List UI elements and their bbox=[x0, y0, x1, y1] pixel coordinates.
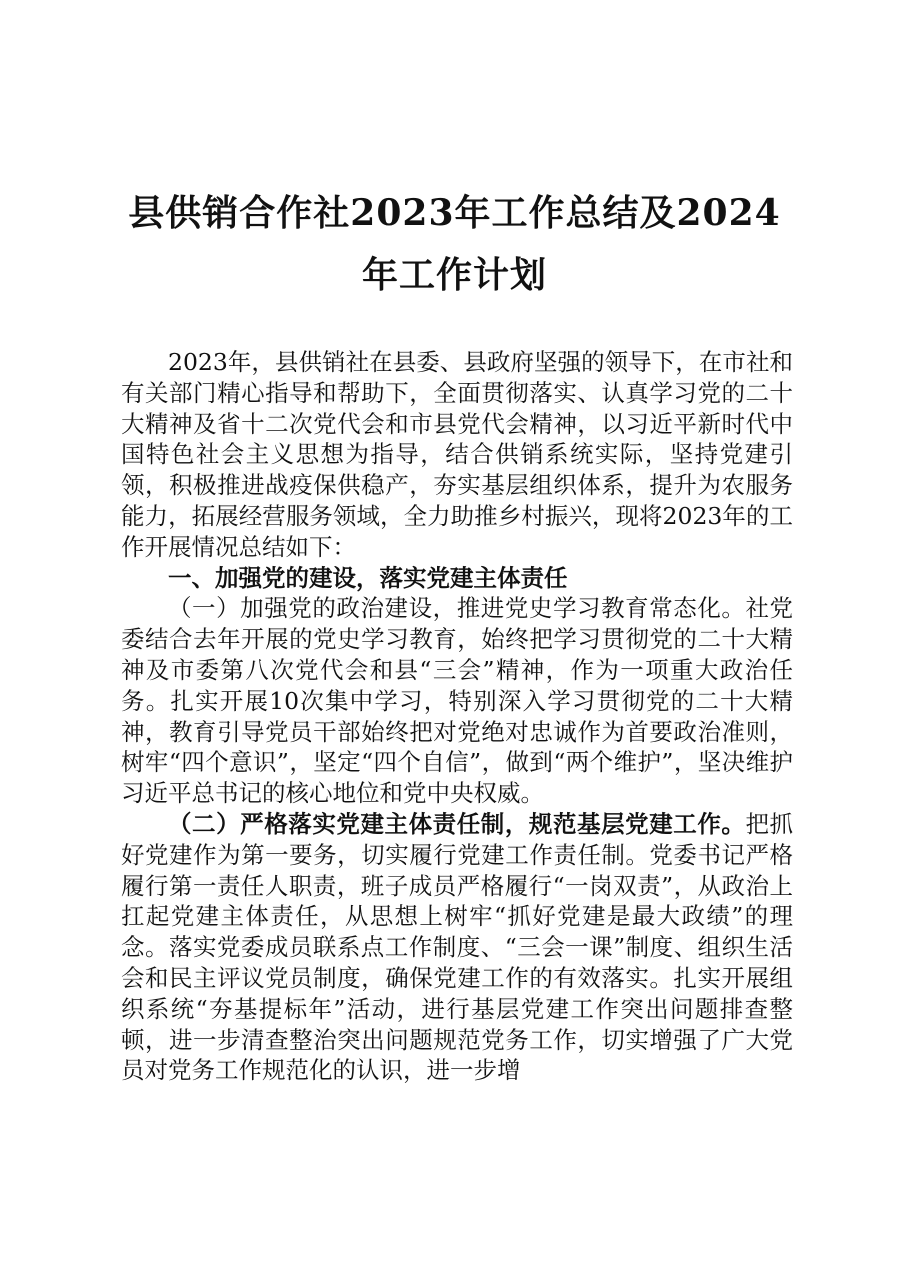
document-title: 县供销合作社2023年工作总结及2024年工作计划 bbox=[128, 192, 781, 296]
subsection-paragraph-2 bbox=[121, 809, 793, 1086]
intro-paragraph bbox=[121, 347, 793, 563]
document-body bbox=[121, 347, 793, 1086]
paragraph-text: 2023年，县供销社在县委、县政府坚强的领导下，在市社和有关部门精心指导和帮助下，全面贯彻落实、认真学习党的二十大精神及省十二次党代会和市县党代会精神，以习近平新时代中国特色社会主义思想为指导，结合供销系统实际，坚持党建引领，积极推进战疫保供稳产，夯实基层组织体系，提升为农服务能力，拓展经营服务领域，全力助推乡村振兴，现将2023年的工作开展情况总结如下： bbox=[121, 348, 793, 561]
subsection-lead: （二）严格落实党建主体责任制，规范基层党建工作。 bbox=[168, 809, 746, 838]
subsection-paragraph-1 bbox=[121, 593, 793, 809]
section-heading-1 bbox=[121, 563, 793, 594]
heading-text: 一、加强党的建设，落实党建主体责任 bbox=[168, 563, 568, 592]
paragraph-text: 把抓好党建作为第一要务，切实履行党建工作责任制。党委书记严格履行第一责任人职责，班子成员严格履行“一岗双责”，从政治上扛起党建主体责任，从思想上树牢“抓好党建是最大政绩”的理念。落实党委成员联系点工作制度、“三会一课”制度、组织生活会和民主评议党员制度，确保党建工作的有效落实。扎实开展组织系统“夯基提标年”活动，进行基层党建工作突出问题排查整顿，进一步清查整治突出问题规范党务工作，切实增强了广大党员对党务工作规范化的认识，进一步增 bbox=[121, 809, 794, 1085]
paragraph-text: 社党委结合去年开展的党史学习教育，始终把学习贯彻党的二十大精神及市委第八次党代会和县“三会”精神，作为一项重大政治任务。扎实开展10次集中学习，特别深入学习贯彻党的二十大精神，教育引导党员干部始终把对党绝对忠诚作为首要政治准则，树牢“四个意识”，坚定“四个自信”，做到“两个维护”，坚决维护习近平总书记的核心地位和党中央权威。 bbox=[121, 594, 794, 808]
subsection-lead: （一）加强党的政治建设，推进党史学习教育常态化。 bbox=[168, 594, 746, 623]
